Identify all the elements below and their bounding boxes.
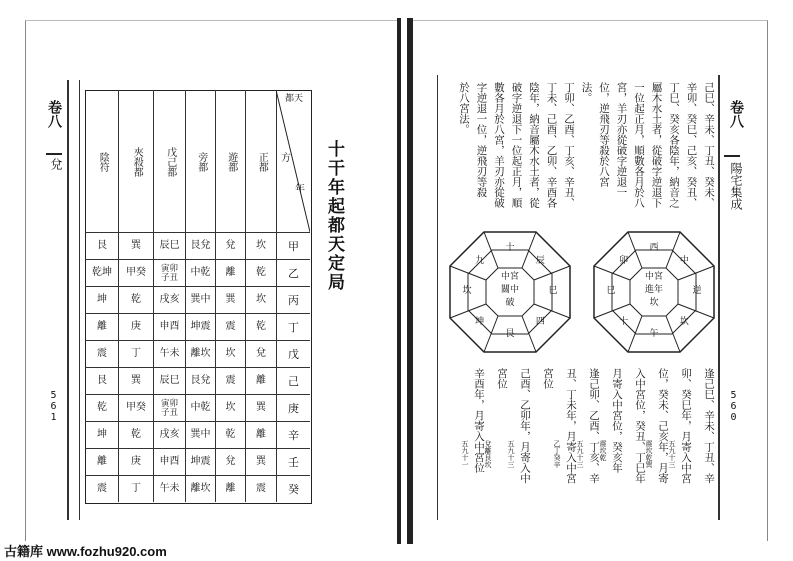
table-cell: 乾 [256, 267, 266, 279]
row-label: 陰符 [97, 152, 109, 172]
row-label: 遊都 [225, 152, 237, 172]
left-margin-rule [67, 80, 69, 520]
year-header-cell: 乙 [288, 266, 299, 280]
diagram-ring-label: 十 [505, 243, 515, 254]
bottom-column-text: 丑、丁未年，月寄入中宮 [565, 368, 577, 484]
bottom-column-text: 逢己卯、乙酉、丁亥、辛 [588, 368, 600, 484]
table-cell: 辰巳 [159, 240, 180, 252]
year-header-cell: 庚 [288, 401, 299, 415]
year-header-cell: 戊 [288, 347, 299, 361]
table-cell: 丁 [131, 348, 141, 360]
paragraph-line: 丁未、己酉、乙卯、辛酉各 [545, 82, 558, 208]
table-cell: 丁 [131, 483, 141, 495]
bottom-column-text: 辛酉年，月寄入中宮位 [473, 368, 485, 473]
table-cell: 坤 [97, 429, 107, 441]
watermark: 古籍库 www.fozhu920.com [4, 544, 167, 559]
diagram-right-center-2: 進年 [644, 285, 663, 296]
year-header-cell: 丁 [288, 320, 299, 334]
paragraph-line: 己巳、辛未、丁丑、癸未、 [703, 82, 715, 208]
table-cell: 甲癸 [126, 402, 146, 414]
table-cell: 乾 [97, 402, 107, 414]
diagram-ring-label: 巳 [548, 286, 558, 297]
table-cell: 坎 [225, 348, 236, 360]
right-margin-rule [718, 75, 720, 520]
paragraph-line: 一位起正月，順數各月於八 [633, 82, 645, 208]
bottom-column-text: 月寄入中宮位，癸亥年 [611, 368, 623, 473]
paragraph-line: 宮，羊刃亦從破字逆退一 [615, 82, 628, 198]
table-cell: 庚 [131, 456, 141, 468]
table-cell: 乾 [131, 429, 141, 441]
table-cell: 甲癸 [126, 267, 146, 279]
table-cell: 坎 [256, 294, 266, 306]
diagram-left-center-1: 中宮 [500, 272, 519, 283]
table-cell: 兌 [225, 456, 236, 468]
table-cell: 寅卯 子丑 [160, 263, 178, 283]
table-cell: 兌 [225, 240, 236, 252]
bottom-column-text: 己酉、乙卯年，月寄入中 [519, 368, 531, 484]
right-chapter-label: 卷八 [728, 100, 744, 128]
table-cell: 坎 [225, 402, 236, 414]
bottom-column-note: 五九十三 [668, 440, 676, 468]
paragraph-line: 屬木水土者，從破字逆退下 [650, 82, 663, 208]
table-cell: 震 [97, 348, 107, 360]
year-header-cell: 丙 [288, 293, 299, 307]
year-header-cell: 己 [288, 374, 299, 388]
table-cell: 申酉 [159, 456, 180, 468]
table-cell: 乾 [256, 321, 266, 333]
diagram-ring-label: 辰 [535, 255, 545, 266]
table-cell: 坤 [97, 294, 107, 306]
table-cell: 離 [97, 456, 107, 468]
bottom-column-note: 震坎乾 [599, 440, 607, 461]
table-cell: 離 [256, 375, 266, 387]
diagram-left-center-2: 關中 [500, 285, 519, 296]
table-cell: 乾坤 [92, 267, 112, 279]
year-header-cell: 癸 [288, 482, 299, 496]
diagram-ring-label: 卯 [619, 255, 629, 266]
left-section-label: 兌 [49, 158, 63, 170]
table-cell: 巽中 [190, 294, 211, 306]
year-header-cell: 辛 [288, 428, 299, 442]
paragraph-line: 丁巳、癸亥各陰年，納音之 [668, 82, 680, 208]
bottom-column-note: 五九十一 [461, 440, 469, 468]
corner-label-top: 都天 [284, 94, 303, 105]
diagram-ring-label: 巳 [606, 286, 616, 297]
bottom-column-text: 宮位 [542, 368, 554, 389]
bottom-column-text: 卯、癸巳年，月寄入中宮 [680, 368, 692, 484]
bottom-column-note: 五九十三 [507, 440, 515, 468]
table-cell: 離 [256, 429, 266, 441]
table-cell: 坤震 [190, 321, 211, 333]
right-page-number: 560 [728, 390, 739, 423]
table-cell: 坎 [256, 240, 266, 252]
paragraph-line: 法。 [580, 82, 593, 103]
paragraph-line: 辛卯、癸巳、己亥、癸丑、 [685, 82, 698, 208]
table-cell: 巽 [225, 294, 236, 306]
table-cell: 巽 [131, 375, 141, 387]
year-header-cell: 甲 [288, 239, 299, 253]
diagram-ring-label: 坎 [462, 286, 472, 297]
paragraph-line: 位，逆飛刃等殺於八宮 [598, 82, 610, 187]
row-label: 正都 [256, 152, 268, 172]
paragraph-line: 丁卯、乙酉、丁亥、辛丑、 [563, 82, 575, 208]
row-label: 夾殺都 [131, 147, 143, 177]
bottom-column-text: 逢己巳、辛未、丁丑、辛 [703, 368, 715, 484]
paragraph-line: 破字逆退下一位起正月，順 [510, 82, 523, 208]
table-cell: 兌 [256, 348, 266, 360]
diagram-ring-label: 中 [679, 255, 689, 266]
paragraph-line: 數各月於八宮，羊刃亦從破 [493, 82, 505, 208]
left-page-title: 十干年起都天定局 [324, 140, 344, 292]
left-page-number: 561 [48, 390, 59, 423]
diagram-ring-label: 四 [535, 316, 545, 327]
right-page-side-line [437, 75, 438, 520]
bottom-column-note: 五九十三 [576, 440, 584, 468]
table-cell: 巽中 [190, 429, 211, 441]
left-page-spine [397, 18, 401, 544]
left-page-side-line [79, 80, 80, 520]
table-cell: 辰巳 [159, 375, 180, 387]
table-cell: 艮 [97, 375, 107, 387]
paragraph-line: 陰年，納音屬木水土者，從 [528, 82, 540, 208]
table-cell: 午未 [159, 483, 180, 495]
table-cell: 戌亥 [159, 429, 180, 441]
row-label: 旁都 [195, 152, 207, 172]
left-chapter-label: 卷八 [46, 100, 62, 128]
diagram-ring-label: 坎 [679, 316, 689, 327]
table-cell: 離 [225, 483, 236, 495]
diagram-ring-label: 艮 [505, 329, 515, 340]
bottom-column-note: 乙丁癸辛 [553, 440, 561, 468]
diagram-ring-label: 九 [475, 255, 485, 266]
table-cell: 巽 [256, 456, 266, 468]
row-label: 戊己都 [164, 147, 176, 177]
table-cell: 離 [225, 267, 236, 279]
table-cell: 中乾 [190, 402, 211, 414]
diagram-ring-label: 十 [619, 316, 629, 327]
year-header-cell: 壬 [288, 455, 299, 469]
diagram-left-center-3: 破 [505, 298, 515, 309]
table-cell: 震 [97, 483, 107, 495]
table-cell: 離坎 [190, 483, 211, 495]
corner-label-mid: 方 [281, 152, 291, 164]
table-cell: 戌亥 [159, 294, 180, 306]
table-cell: 離 [97, 321, 107, 333]
table-cell: 震 [225, 321, 236, 333]
diagram-right-center-3: 坎 [649, 298, 659, 309]
table-cell: 午未 [159, 348, 180, 360]
bottom-column-note: 兌離艮坎 [484, 440, 492, 468]
paragraph-line: 字逆退一位，逆飛刃等殺 [475, 82, 488, 198]
right-section-label: 陽宅集成 [729, 162, 743, 210]
bottom-column-text: 位，癸未、己亥年，月寄 [657, 368, 669, 484]
table-cell: 巽 [256, 402, 266, 414]
diagram-ring-label: 坤 [475, 316, 485, 327]
table-cell: 艮兌 [190, 240, 211, 252]
diagram-right-center-1: 中宮 [644, 272, 663, 283]
corner-label-bottom: 年 [295, 183, 305, 195]
table-cell: 庚 [131, 321, 141, 333]
diagram-ring-label: 西 [649, 243, 659, 254]
table-cell: 巽 [131, 240, 141, 252]
diagram-ring-label: 午 [649, 329, 659, 340]
table-cell: 坤震 [190, 456, 211, 468]
table-cell: 艮兌 [190, 375, 211, 387]
bottom-column-note: 震坎乾巽 [645, 440, 653, 468]
table-cell: 震 [225, 375, 236, 387]
table-cell: 申酉 [159, 321, 180, 333]
paragraph-line: 於八宮法。 [458, 82, 470, 135]
bottom-column-text: 入中宮位，癸丑、丁巳年 [634, 368, 646, 484]
table-cell: 乾 [131, 294, 141, 306]
table-cell: 寅卯 子丑 [160, 398, 178, 418]
table-cell: 艮 [97, 240, 107, 252]
table-cell: 中乾 [190, 267, 211, 279]
bottom-column-text: 宮位 [496, 368, 508, 389]
diagram-ring-label: 逆 [692, 286, 702, 297]
table-cell: 離坎 [190, 348, 211, 360]
table-cell: 震 [256, 483, 266, 495]
table-cell: 乾 [225, 429, 236, 441]
